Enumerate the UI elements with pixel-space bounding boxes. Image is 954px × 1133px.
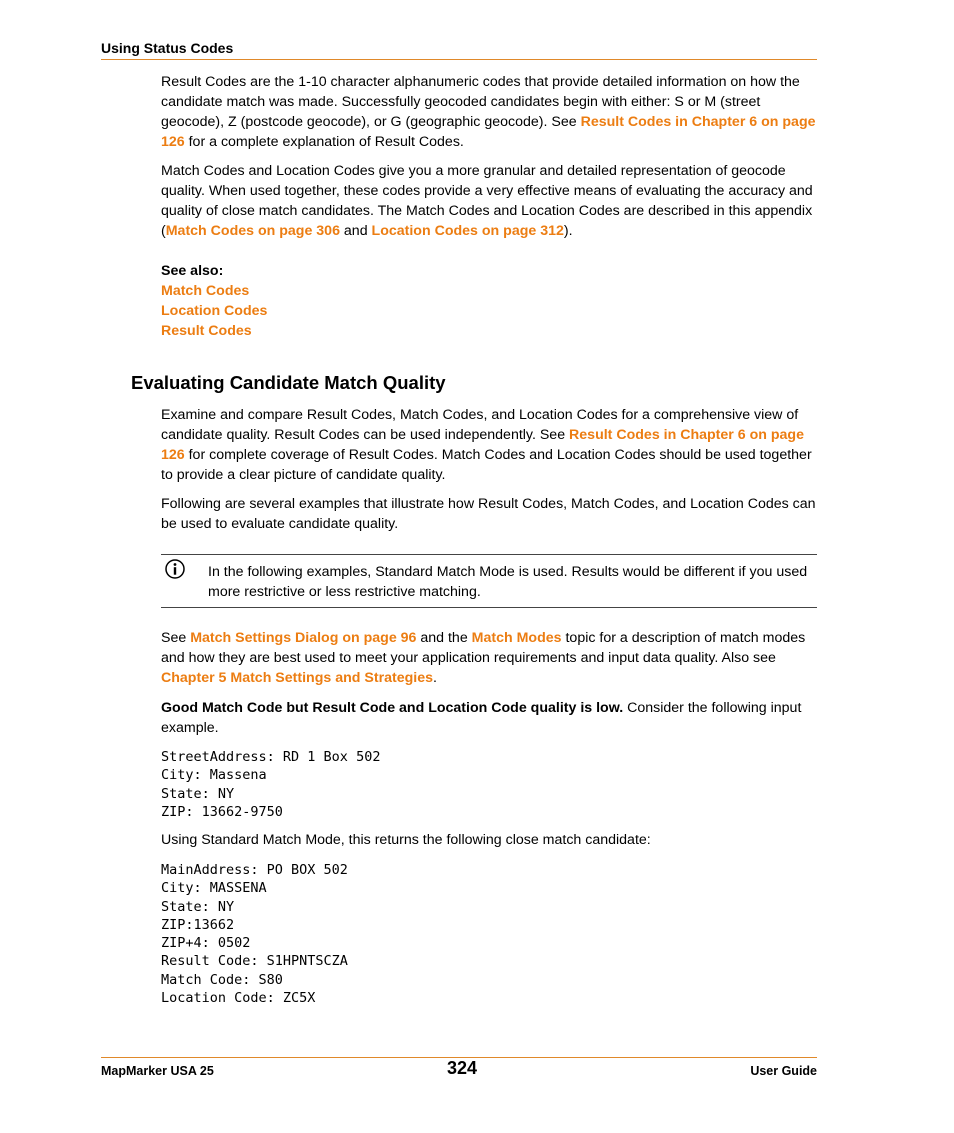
see-also-block — [161, 261, 821, 341]
code-line: City: Massena — [161, 767, 267, 784]
section-paragraph-4: Good Match Code but Result Code and Location Code quality is low. Consider the following input example. — [161, 700, 802, 736]
match-codes-page-link[interactable]: Match Codes on page 306 — [165, 223, 340, 239]
section-heading: Evaluating Candidate Match Quality — [131, 372, 446, 393]
footer-doc-title: User Guide — [750, 1064, 817, 1078]
result-codes-link[interactable]: Result Codes in Chapter 6 on page 126 — [161, 114, 816, 150]
see-also-label: See also: — [161, 263, 224, 279]
code-line: ZIP+4: 0502 — [161, 935, 251, 952]
code-line: MainAddress: PO BOX 502 — [161, 862, 348, 878]
result-codes-chapter-link[interactable]: Result Codes in Chapter 6 on page 126 — [161, 427, 804, 463]
see-also-match-codes-link[interactable]: Match Codes — [161, 283, 250, 299]
code-line: State: NY — [161, 898, 235, 915]
code-line: State: NY — [161, 785, 235, 802]
section-paragraph-5: Using Standard Match Mode, this returns the following close match candidate: — [161, 832, 651, 848]
note-text: In the following examples, Standard Match Mode is used. Results would be different if you used more restrictive or less restrictive matching. — [208, 564, 808, 600]
match-modes-link[interactable]: Match Modes — [471, 630, 562, 646]
code-line: StreetAddress: RD 1 Box 502 — [161, 749, 381, 765]
see-also-location-codes-link[interactable]: Location Codes — [161, 303, 268, 319]
location-codes-page-link[interactable]: Location Codes on page 312 — [371, 223, 564, 239]
code-line: ZIP: 13662-9750 — [161, 803, 283, 820]
see-also-result-codes-link[interactable]: Result Codes — [161, 323, 252, 339]
code-line: City: MASSENA — [161, 880, 267, 897]
chapter-5-link[interactable]: Chapter 5 Match Settings and Strategies — [161, 670, 433, 686]
intro-paragraph-1: Result Codes are the 1-10 character alphanumeric codes that provide detailed information on how the candidate match was made. Successfully geocoded candidates begin with either: S or M (street geocode), Z (postcode geocode), or G (geographic geocode). See Result Codes in Chapter 6 on page 126 for a complete explanation of Result Codes. — [161, 74, 816, 150]
match-settings-dialog-link[interactable]: Match Settings Dialog on page 96 — [190, 630, 417, 646]
code-line: Location Code: ZC5X — [161, 990, 316, 1007]
intro-paragraph-2: Match Codes and Location Codes give you a more granular and detailed representation of geocode quality. When used together, these codes provide a very effective means of evaluating the accuracy and quality of close match candidates. The Match Codes and Location Codes are described in this appendix (Match Codes on page 306 and Location Codes on page 312). — [161, 163, 813, 239]
candidate-code — [161, 861, 348, 1007]
section-paragraph-2: Following are several examples that illustrate how Result Codes, Match Codes, and Location Codes can be used to evaluate candidate quality. — [161, 496, 816, 532]
input-example-code — [161, 748, 380, 821]
header-title: Using Status Codes — [101, 40, 234, 56]
footer-product: MapMarker USA 25 — [101, 1064, 214, 1078]
code-line: ZIP:13662 — [161, 916, 235, 933]
code-line: Result Code: S1HPNTSCZA — [161, 953, 348, 970]
section-paragraph-3: See Match Settings Dialog on page 96 and the Match Modes topic for a description of match modes and how they are best used to meet your application requirements and input data quality. Also see Chapter 5 Match Settings and Strategies. — [161, 630, 806, 686]
info-icon — [165, 559, 185, 579]
note-box — [161, 554, 817, 608]
section-paragraph-1: Examine and compare Result Codes, Match Codes, and Location Codes for a comprehensive view of candidate quality. Result Codes can be used independently. See Result Codes in Chapter 6 on page 126 for complete coverage of Result Codes. Match Codes and Location Codes should be used together to provide a clear picture of candidate quality. — [161, 407, 812, 483]
code-line: Match Code: S80 — [161, 971, 283, 988]
running-header — [101, 40, 817, 60]
page-number: 324 — [446, 1058, 478, 1078]
